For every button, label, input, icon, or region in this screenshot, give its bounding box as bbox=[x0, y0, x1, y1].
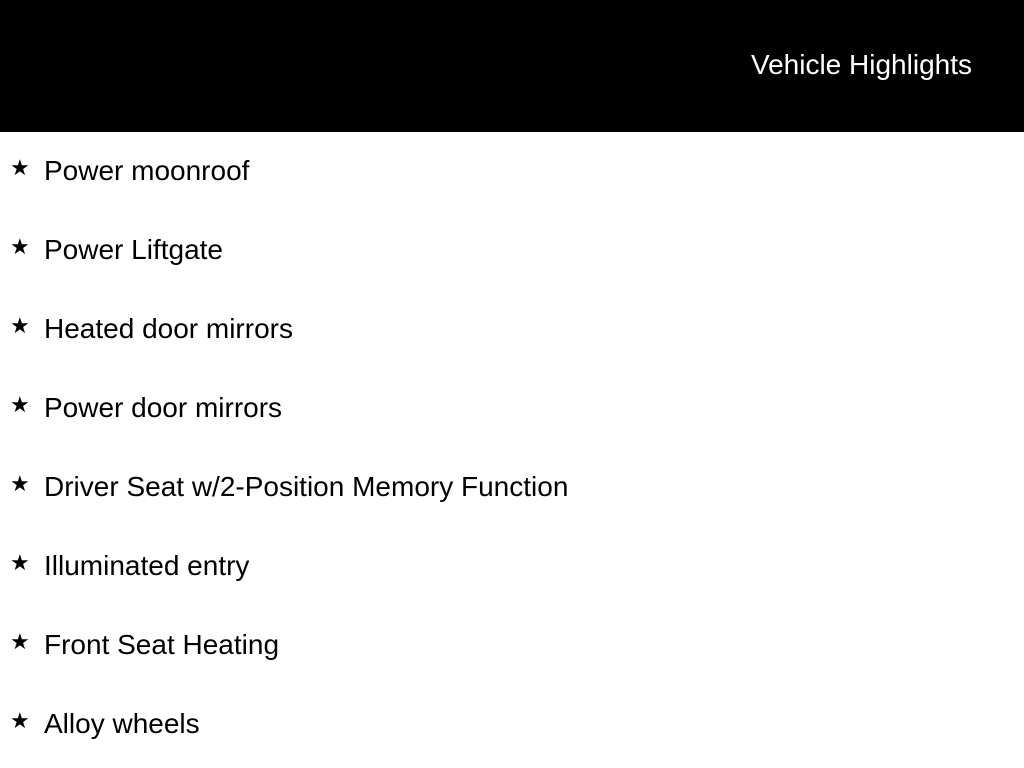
star-icon: ★ bbox=[10, 313, 30, 338]
star-icon: ★ bbox=[10, 471, 30, 496]
list-item bbox=[0, 549, 1024, 589]
list-item bbox=[0, 233, 1024, 273]
highlight-label: Power Liftgate bbox=[44, 234, 223, 265]
list-item bbox=[0, 312, 1024, 352]
list-item bbox=[0, 707, 1024, 747]
star-icon: ★ bbox=[10, 550, 30, 575]
star-icon: ★ bbox=[10, 629, 30, 654]
page-title: Vehicle Highlights bbox=[750, 49, 972, 80]
list-item bbox=[0, 154, 1024, 194]
star-icon: ★ bbox=[10, 708, 30, 733]
star-icon: ★ bbox=[10, 155, 30, 180]
highlight-label: Alloy wheels bbox=[44, 708, 200, 739]
highlight-label: Front Seat Heating bbox=[44, 629, 280, 660]
list-item bbox=[0, 470, 1024, 510]
star-icon: ★ bbox=[10, 392, 30, 417]
star-icon: ★ bbox=[10, 234, 30, 259]
list-item bbox=[0, 628, 1024, 668]
header-bar bbox=[0, 0, 1024, 132]
highlight-label: Driver Seat w/2-Position Memory Function bbox=[44, 471, 569, 502]
highlight-label: Power moonroof bbox=[44, 155, 250, 186]
highlight-label: Illuminated entry bbox=[44, 550, 250, 581]
list-item bbox=[0, 391, 1024, 431]
highlight-label: Power door mirrors bbox=[44, 392, 283, 423]
highlight-label: Heated door mirrors bbox=[44, 313, 293, 344]
